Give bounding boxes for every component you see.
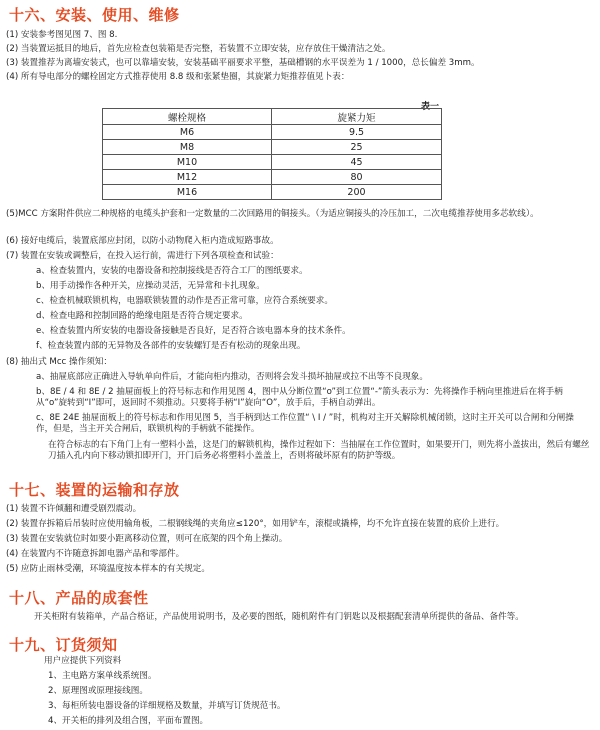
section-19-title: 十九、订货须知 <box>9 636 118 654</box>
s16-op-b: b、8E / 4 和 8E / 2 抽屉面板上的符号标志和作用见图 4，图中从分断位置“o”到工位置“-”箭头表示为：先将操作手柄向里推进后在将手柄从“o”旋转到“I”即可，返回时不须推动。只要将手柄“I”旋向“O”，放手后，手柄自动弹出。 <box>36 387 563 408</box>
s16-item-4: (4) 所有导电部分的螺栓固定方式推荐使用 8.8 级和张紧垫圈，其旋紧力矩推荐值见卜表： <box>6 72 350 82</box>
table-cell: M16 <box>103 185 272 200</box>
table-row <box>103 140 442 155</box>
s17-item-2: (2) 装置存拆箱后吊装时应使用输角板，二根钢线绳的夹角应≤120°，如用铲车，滚棍或撬棒，均不允许直接在装置的底价上进行。 <box>6 519 505 529</box>
s18-text: 开关柜附有装箱单，产品合格证，产品使用说明书，及必要的图纸，随机附件有门钥匙以及根据配套清单所提供的备品、备件等。 <box>34 612 524 622</box>
s16-op-a: a、抽屉底部应正确进入导轨单向件后，才能向柜内推动，否则将会发斗损坏抽屉或拉不出等不良现象。 <box>36 372 428 382</box>
table-row <box>103 185 442 200</box>
s16-item-1: (1) 安装参考图见图 7、图 8. <box>6 30 118 40</box>
s16-check-c: c、检查机械联锁机构，电器联锁装置的动作是否正常可靠，应符合系统要求。 <box>36 296 333 306</box>
s16-check-a: a、检查装置内，安装的电器设备和控制接线是否符合工厂的图纸要求。 <box>36 266 308 276</box>
table-cell: 45 <box>272 155 442 170</box>
s16-check-d: d、检查电路和控制回路的绝缘电阻是否符合规定要求。 <box>36 311 248 321</box>
s17-item-3: (3) 装置在安装就位时如要小距离移动位置，则可在底架的四个角上操动。 <box>6 534 288 544</box>
s16-check-f: f、检查装置内部的无异物及各部件的安装螺钉是否有松动的现象出现。 <box>36 341 306 351</box>
section-18-title: 十八、产品的成套性 <box>9 589 149 607</box>
table-cell: M12 <box>103 170 272 185</box>
table-cell: M10 <box>103 155 272 170</box>
table-header-row <box>103 109 442 125</box>
s16-item-2: (2) 当装置运抵目的地后，首先应检查包装箱是否完整，若装置不立即安装，应存放住干燥清洁之处。 <box>6 44 391 54</box>
table-cell: 80 <box>272 170 442 185</box>
s16-item-6: (6) 接好电缆后，装置底部应封闭，以防小动物爬入柜内造成短路事故。 <box>6 236 279 246</box>
s19-item-2: 2、原理图或原理接线图。 <box>48 686 148 696</box>
table-label: 表一 <box>421 102 440 112</box>
s19-item-1: 1、主电路方案单线系统图。 <box>48 671 157 681</box>
section-17-title: 十七、装置的运输和存放 <box>9 481 180 499</box>
s16-op-note: 在符合标志的右下角门上有一塑料小盖，这是门的解锁机构，操作过程如下：当抽屉在工作位置时，如果要开门，则先将小盖拔出，然后有螺丝刀插入孔内向下移动锁扣即开门，开门后务必将塑料小盖盖上，否则将破坏原有的防护等级。 <box>48 440 590 461</box>
table-cell: M6 <box>103 125 272 140</box>
section-16-title: 十六、安装、使用、维修 <box>9 6 180 24</box>
table-cell: M8 <box>103 140 272 155</box>
s16-item-8: (8) 抽出式 Mcc 操作须知： <box>6 357 112 367</box>
s16-check-e: e、检查装置内所安装的电器设备接触是否良好，足否符合该电器本身的技术条件。 <box>36 326 351 336</box>
s19-item-3: 3、每柜所装电器设备的详细规格及数量，并填写订货规范书。 <box>48 701 286 711</box>
s16-item-3: (3) 装置推荐为离墙安装式，也可以靠墙安装，安装基础平丽要求平整，基础槽钢的水平误差为 1 / 1000，总长偏差 3mm。 <box>6 58 480 68</box>
table-cell: 25 <box>272 140 442 155</box>
table-row <box>103 125 442 140</box>
table-header-cell: 螺栓规格 <box>103 109 272 125</box>
s17-item-4: (4) 在装置内不许随意拆卸电器产品和零部件。 <box>6 549 185 559</box>
table-row <box>103 155 442 170</box>
s17-item-1: (1) 装置不许倾翻和遭受剧烈震动。 <box>6 504 142 514</box>
s16-op-c: c、8E 24E 抽屉面板上的符号标志和作用见图 5，当手柄到达工作位置“ \ I / ”时，机构对主开关解除机械闭锁，这时主开关可以合闸和分闸操作，但是，当主开关合闸后，联锁机构的手柄就不能操作。 <box>36 413 574 434</box>
s16-item-7: (7) 装置在安装或调整后，在投入运行前，需进行下列各项检查和试验： <box>6 251 279 261</box>
table-header-cell: 旋紧力矩 <box>272 109 442 125</box>
torque-table <box>102 108 442 200</box>
s16-check-b: b、用手动操作各种开关，应操动灵活，无异常和卡扎现象。 <box>36 281 265 291</box>
s16-item-5: (5)MCC 方案附件供应二种规格的电缆头护套和一定数量的二次回路用的铜接头。（为适应铜接头的冷压加工，二次电缆推荐使用多芯软线）。 <box>6 209 539 219</box>
s17-item-5: (5) 应防止雨林受潮，环境温度按本样本的有关规定。 <box>6 564 210 574</box>
s19-item-4: 4、开关柜的排列及组合图，平面布置图。 <box>48 716 209 726</box>
s19-intro: 用户应提供下列资料 <box>44 656 122 666</box>
table-cell: 200 <box>272 185 442 200</box>
table-row <box>103 170 442 185</box>
table-cell: 9.5 <box>272 125 442 140</box>
